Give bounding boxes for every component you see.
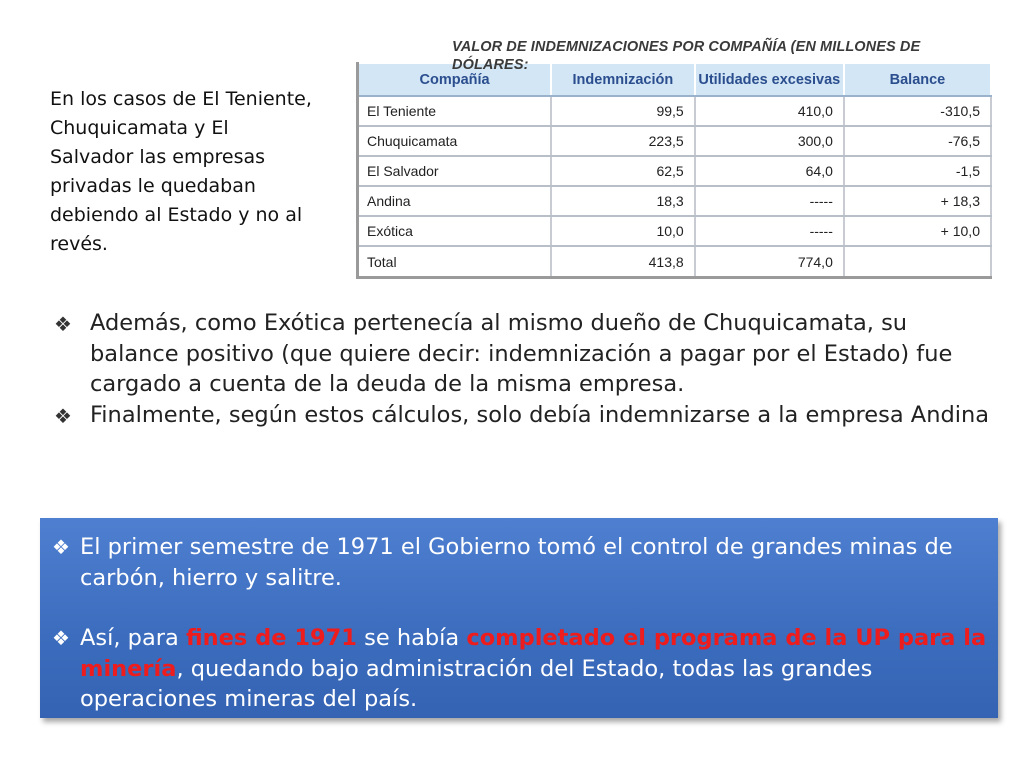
indemnization-table	[356, 62, 992, 279]
cell-indemnization: 99,5	[551, 96, 695, 126]
cell-excess-profits: 300,0	[695, 126, 844, 156]
highlight-program: completado el programa de la UP para la minería	[80, 625, 987, 682]
box-bullet-text: El primer semestre de 1971 el Gobierno tomó el control de grandes minas de carbón, hierro y salitre.	[80, 534, 953, 591]
diamond-bullet-icon: ❖	[54, 312, 72, 336]
cell-indemnization: 223,5	[551, 126, 695, 156]
table-row	[358, 96, 992, 126]
cell-company: Total	[358, 246, 552, 278]
list-item	[52, 308, 992, 400]
cell-company: El Teniente	[358, 96, 552, 126]
box-bullet-text-part: Así, para	[80, 625, 186, 651]
cell-balance: + 10,0	[844, 216, 991, 246]
diamond-bullet-icon: ❖	[52, 535, 70, 559]
bullet-text: Finalmente, según estos cálculos, solo debía indemnizarse a la empresa Andina	[90, 401, 990, 428]
diamond-bullet-icon: ❖	[54, 403, 72, 428]
box-bullet-list	[40, 518, 998, 715]
list-item	[52, 623, 998, 715]
cell-company: El Salvador	[358, 156, 552, 186]
header-company: Compañía	[358, 63, 552, 96]
header-indemnization: Indemnización	[551, 63, 695, 96]
cell-excess-profits: 64,0	[695, 156, 844, 186]
mining-summary-box	[40, 518, 998, 718]
cell-balance: -1,5	[844, 156, 991, 186]
bullet-list	[52, 308, 992, 430]
header-excess-profits: Utilidades excesivas	[695, 63, 844, 96]
cell-indemnization: 10,0	[551, 216, 695, 246]
table-total-row	[358, 246, 992, 278]
cell-balance: -76,5	[844, 126, 991, 156]
highlight-date: fines de 1971	[185, 625, 357, 651]
cell-indemnization: 413,8	[551, 246, 695, 278]
cell-balance: -310,5	[844, 96, 991, 126]
cell-company: Chuquicamata	[358, 126, 552, 156]
cell-balance: + 18,3	[844, 186, 991, 216]
box-bullet-text-part: se había	[356, 625, 467, 651]
cell-indemnization: 18,3	[551, 186, 695, 216]
list-item	[52, 400, 992, 431]
table-row	[358, 216, 992, 246]
cell-excess-profits: -----	[695, 186, 844, 216]
table-title: VALOR DE INDEMNIZACIONES POR COMPAÑÍA (EN MILLONES DE DÓLARES:	[452, 39, 921, 73]
indemnization-table-figure	[356, 38, 994, 279]
cell-balance	[844, 246, 991, 278]
table-row	[358, 156, 992, 186]
bullet-text: Además, como Exótica pertenecía al mismo dueño de Chuquicamata, su balance positivo (que quiere decir: indemnización a pagar por el Estado) fue cargado a cuenta de la deuda de la misma empresa.	[90, 310, 953, 397]
header-balance: Balance	[844, 63, 991, 96]
cell-excess-profits: 774,0	[695, 246, 844, 278]
cell-excess-profits: -----	[695, 216, 844, 246]
cell-company: Exótica	[358, 216, 552, 246]
cell-indemnization: 62,5	[551, 156, 695, 186]
table-row	[358, 186, 992, 216]
table-row	[358, 126, 992, 156]
cell-excess-profits: 410,0	[695, 96, 844, 126]
side-note: En los casos de El Teniente, Chuquicamata y El Salvador las empresas privadas le quedaban debiendo al Estado y no al revés.	[50, 88, 312, 255]
diamond-bullet-icon: ❖	[52, 626, 70, 650]
cell-company: Andina	[358, 186, 552, 216]
list-item	[52, 532, 998, 593]
box-bullet-text-part: , quedando bajo administración del Estado, todas las grandes operaciones mineras del país.	[80, 655, 873, 712]
